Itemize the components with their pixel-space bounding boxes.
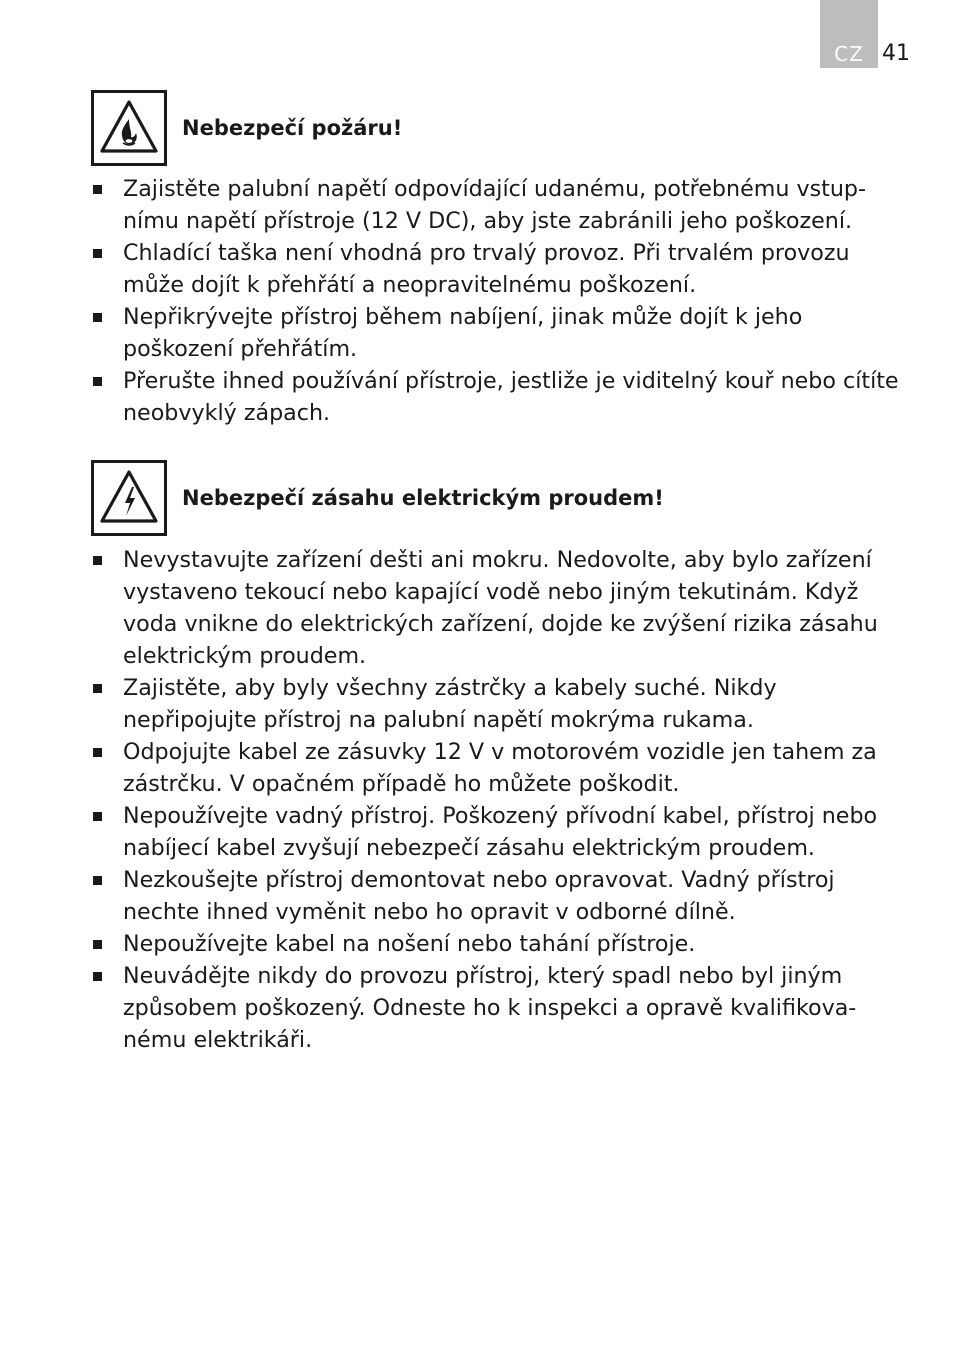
list-item: Nevystavujte zařízení dešti ani mokru. Nedovolte, aby bylo zařízení vystaveno tekoucí nebo kapající vodě nebo jiným tekutinám. Když voda vnikne do elektrických zařízení, dojde ke zvýšení rizika zásahu elektrickým proudem.	[91, 544, 916, 672]
list-item: Neuvádějte nikdy do provozu přístroj, který spadl nebo byl jiným způsobem poškozený. Odneste ho k inspekci a opravě kvalifikova- nému elektrikáři.	[91, 960, 916, 1056]
list-item: Nepoužívejte kabel na nošení nebo tahání přístroje.	[91, 928, 916, 960]
fire-warning-icon	[91, 90, 167, 166]
list-item: Zajistěte palubní napětí odpovídající udanému, potřebnému vstup- nímu napětí přístroje (12 V DC), aby jste zabránili jeho poškození.	[91, 173, 916, 237]
list-item: Chladící taška není vhodná pro trvalý provoz. Při trvalém provozu může dojít k přehřátí a neopravitelnému poškození.	[91, 237, 916, 301]
list-item: Nepřikrývejte přístroj během nabíjení, jinak může dojít k jeho poškození přehřátím.	[91, 301, 916, 365]
list-item: Přerušte ihned používání přístroje, jestliže je viditelný kouř nebo cítíte neobvyklý zápach.	[91, 365, 916, 429]
fire-warning-list	[91, 173, 916, 429]
language-tab	[820, 0, 878, 68]
list-item: Odpojujte kabel ze zásuvky 12 V v motorovém vozidle jen tahem za zástrčku. V opačném případě ho můžete poškodit.	[91, 736, 916, 800]
language-label: CZ	[834, 42, 864, 66]
electric-warning-list	[91, 544, 916, 1056]
list-item: Zajistěte, aby byly všechny zástrčky a kabely suché. Nikdy nepřipojujte přístroj na palubní napětí mokrýma rukama.	[91, 672, 916, 736]
section-title-fire: Nebezpečí požáru!	[182, 116, 403, 140]
list-item: Nezkoušejte přístroj demontovat nebo opravovat. Vadný přístroj nechte ihned vyměnit nebo ho opravit v odborné dílně.	[91, 864, 916, 928]
section-title-electric: Nebezpečí zásahu elektrickým proudem!	[182, 486, 664, 510]
electric-shock-warning-icon	[91, 460, 167, 536]
page-number: 41	[882, 41, 910, 66]
list-item: Nepoužívejte vadný přístroj. Poškozený přívodní kabel, přístroj nebo nabíjecí kabel zvyšují nebezpečí zásahu elektrickým proudem.	[91, 800, 916, 864]
